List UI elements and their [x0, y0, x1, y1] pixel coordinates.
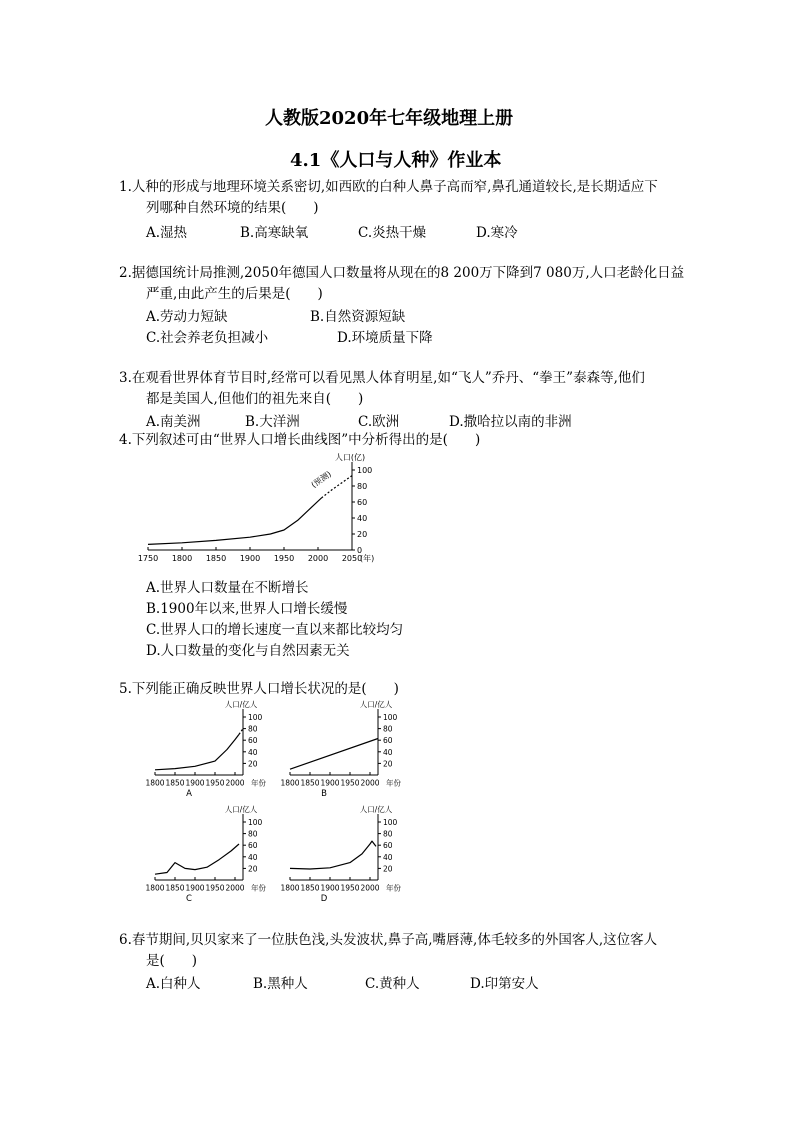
y-axis-label: 人口/亿人: [224, 700, 258, 709]
x-tick-label: 1900: [320, 883, 340, 893]
question-6-option-a: A.白种人: [146, 976, 201, 992]
series-line: [155, 844, 239, 874]
series-line: [155, 734, 239, 769]
x-tick-label: 1800: [145, 778, 165, 788]
y-tick-label: 100: [357, 466, 373, 475]
x-tick-label: 1950: [340, 883, 360, 893]
y-tick-label: 40: [383, 747, 393, 757]
question-3-option-b: B.大洋洲: [245, 414, 300, 430]
question-4-option-c: C.世界人口的增长速度一直以来都比较均匀: [146, 622, 404, 638]
question-3-option-a: A.南美洲: [146, 414, 201, 430]
x-tick-label: 1850: [300, 778, 320, 788]
y-tick-label: 80: [383, 724, 393, 734]
x-tick-label: 1750: [137, 554, 159, 563]
y-tick-label: 20: [248, 759, 258, 769]
y-tick-label: 20: [248, 864, 258, 874]
page-title: 人教版2020年七年级地理上册: [265, 108, 514, 129]
x-tick-label: 1850: [205, 554, 227, 563]
question-3-line2: 都是美国人,但他们的祖先来自( ): [146, 391, 364, 407]
chart-option-label: B: [321, 789, 327, 799]
x-tick-label: 1950: [205, 778, 225, 788]
x-axis-unit: 年份: [251, 778, 266, 788]
x-axis-unit: 年份: [386, 778, 401, 788]
x-tick-label: 2000: [360, 883, 380, 893]
question-6-option-c: C.黄种人: [365, 976, 420, 992]
x-tick-label: 1800: [171, 554, 193, 563]
question-6-option-d: D.印第安人: [470, 976, 539, 992]
y-tick-label: 100: [383, 713, 398, 722]
x-tick-label: 1950: [340, 778, 360, 788]
x-axis-unit: (年): [360, 554, 375, 563]
y-tick-label: 60: [357, 498, 368, 507]
x-tick-label: 1900: [185, 883, 205, 893]
chart-b: [280, 695, 410, 805]
y-tick-label: 60: [383, 841, 393, 851]
chart-c: [145, 800, 275, 910]
y-tick-label: 100: [248, 818, 263, 827]
question-6-line1: 6.春节期间,贝贝家来了一位肤色浅,头发波状,鼻子高,嘴唇薄,体毛较多的外国客人,这位客人: [119, 932, 658, 948]
question-1-option-c: C.炎热干燥: [358, 225, 427, 241]
y-axis-label: 人口/亿人: [224, 805, 258, 814]
x-tick-label: 1900: [320, 778, 340, 788]
series-line: [290, 841, 376, 869]
question-1-option-d: D.寒冷: [476, 225, 518, 241]
y-tick-label: 40: [248, 747, 258, 757]
x-tick-label: 1800: [280, 883, 300, 893]
y-tick-label: 100: [383, 818, 398, 827]
x-tick-label: 1850: [165, 778, 185, 788]
x-tick-label: 1850: [165, 883, 185, 893]
y-tick-label: 0: [357, 546, 363, 555]
forecast-annotation: (预测): [309, 469, 333, 490]
x-tick-label: 1800: [280, 778, 300, 788]
y-tick-label: 20: [357, 530, 368, 539]
page-subtitle: 4.1《人口与人种》作业本: [290, 150, 502, 171]
y-tick-label: 80: [248, 829, 258, 839]
series-line: [239, 729, 243, 735]
question-2-line2: 严重,由此产生的后果是( ): [146, 286, 323, 302]
chart-option-label: D: [320, 894, 328, 904]
x-tick-label: 1900: [239, 554, 261, 563]
world-population-chart: [137, 448, 400, 572]
y-axis-label: 人口(亿): [334, 453, 366, 462]
question-4-option-d: D.人口数量的变化与自然因素无关: [146, 643, 350, 659]
question-2-option-a: A.劳动力短缺: [146, 309, 228, 325]
series-line: [290, 739, 378, 770]
y-tick-label: 80: [383, 829, 393, 839]
question-4-line1: 4.下列叙述可由“世界人口增长曲线图”中分析得出的是( ): [119, 432, 481, 448]
x-tick-label: 2000: [360, 778, 380, 788]
y-tick-label: 20: [383, 759, 393, 769]
question-1-option-b: B.高寒缺氧: [240, 225, 309, 241]
y-tick-label: 80: [357, 482, 368, 491]
chart-option-label: C: [186, 894, 192, 904]
question-5-line1: 5.下列能正确反映世界人口增长状况的是( ): [119, 681, 399, 697]
x-tick-label: 2000: [307, 554, 329, 563]
y-axis-label: 人口/亿人: [359, 700, 393, 709]
y-tick-label: 20: [383, 864, 393, 874]
question-1-line2: 列哪种自然环境的结果( ): [146, 200, 319, 216]
y-tick-label: 40: [248, 852, 258, 862]
question-3-option-d: D.撒哈拉以南的非洲: [449, 414, 572, 430]
x-axis-unit: 年份: [251, 883, 266, 893]
x-tick-label: 1800: [145, 883, 165, 893]
question-2-option-b: B.自然资源短缺: [310, 309, 406, 325]
question-1-option-a: A.湿热: [146, 225, 188, 241]
y-tick-label: 40: [357, 514, 368, 523]
y-tick-label: 60: [248, 841, 258, 851]
x-tick-label: 1900: [185, 778, 205, 788]
series-line: [148, 498, 321, 544]
chart-option-label: A: [186, 789, 192, 799]
question-6-line2: 是( ): [146, 953, 198, 969]
x-tick-label: 2000: [225, 883, 245, 893]
chart-d: [280, 800, 410, 910]
x-axis-unit: 年份: [386, 883, 401, 893]
x-tick-label: 2050: [341, 554, 363, 563]
y-tick-label: 60: [383, 736, 393, 746]
x-tick-label: 1850: [300, 883, 320, 893]
x-tick-label: 1950: [205, 883, 225, 893]
chart-a: [145, 695, 275, 805]
question-4-option-b: B.1900年以来,世界人口增长缓慢: [146, 601, 348, 617]
y-tick-label: 80: [248, 724, 258, 734]
question-2-option-d: D.环境质量下降: [337, 330, 433, 346]
question-3-option-c: C.欧洲: [358, 414, 400, 430]
y-tick-label: 60: [248, 736, 258, 746]
question-3-line1: 3.在观看世界体育节目时,经常可以看见黑人体育明星,如“飞人”乔丹、“拳王”泰森等,他们: [119, 370, 645, 386]
question-6-option-b: B.黑种人: [253, 976, 308, 992]
x-tick-label: 2000: [225, 778, 245, 788]
question-2-line1: 2.据德国统计局推测,2050年德国人口数量将从现在的8 200万下降到7 080万,人口老龄化日益: [119, 265, 685, 281]
y-tick-label: 100: [248, 713, 263, 722]
question-2-option-c: C.社会养老负担减小: [146, 330, 269, 346]
y-tick-label: 40: [383, 852, 393, 862]
question-1-line1: 1.人种的形成与地理环境关系密切,如西欧的白种人鼻子高而窄,鼻孔通道较长,是长期适应下: [119, 179, 658, 195]
x-tick-label: 1950: [273, 554, 295, 563]
question-4-option-a: A.世界人口数量在不断增长: [146, 580, 309, 596]
y-axis-label: 人口/亿人: [359, 805, 393, 814]
